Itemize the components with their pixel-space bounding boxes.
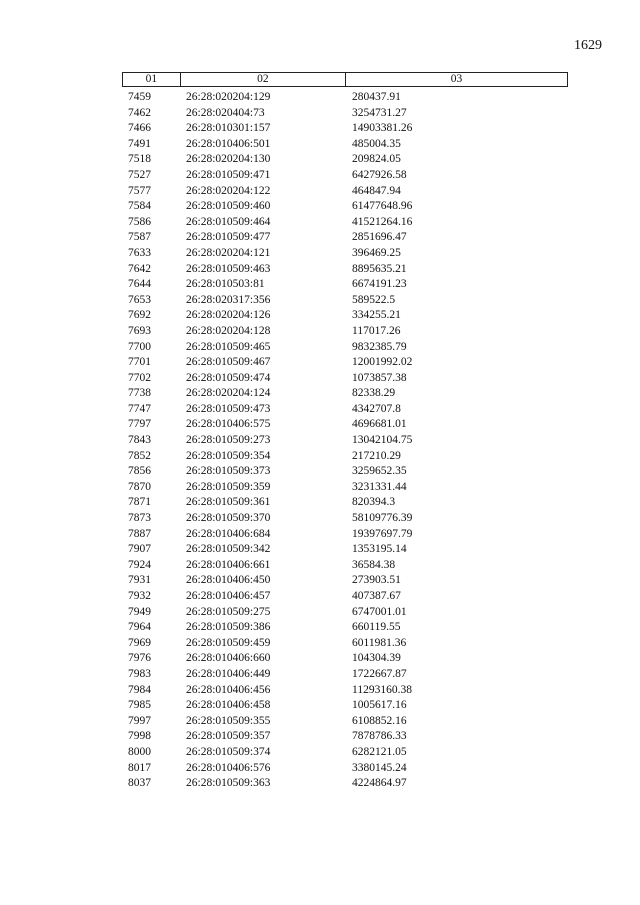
cell-cadastral-number: 26:28:010509:355: [186, 714, 271, 727]
header-col-01: 01: [123, 73, 181, 86]
table-row: [122, 371, 568, 387]
cell-cadastral-number: 26:28:010406:660: [186, 652, 271, 665]
cell-cadastral-number: 26:28:010509:459: [186, 636, 271, 649]
cell-id: 7924: [128, 558, 151, 571]
table-row: [122, 745, 568, 761]
cell-cadastral-number: 26:28:010301:157: [186, 122, 271, 135]
cell-cadastral-number: 26:28:010509:273: [186, 434, 271, 447]
table-row: [122, 355, 568, 371]
cell-id: 7701: [128, 356, 151, 369]
cell-id: 7747: [128, 402, 151, 415]
cell-cadastral-number: 26:28:010406:661: [186, 558, 271, 571]
table-row: [122, 761, 568, 777]
cell-id: 7964: [128, 621, 151, 634]
cell-value: 61477648.96: [352, 200, 413, 213]
cell-cadastral-number: 26:28:010406:684: [186, 527, 271, 540]
cell-id: 7983: [128, 667, 151, 680]
cell-value: 12001992.02: [352, 356, 413, 369]
cell-cadastral-number: 26:28:010509:354: [186, 449, 271, 462]
cell-id: 7870: [128, 480, 151, 493]
table-row: [122, 464, 568, 480]
cell-value: 280437.91: [352, 91, 401, 103]
cell-id: 7653: [128, 293, 151, 306]
table-row: [122, 90, 568, 106]
table-row: [122, 137, 568, 153]
cell-id: 7985: [128, 699, 151, 712]
table-row: [122, 480, 568, 496]
cell-value: 3259652.35: [352, 465, 407, 478]
table-row: [122, 542, 568, 558]
table-row: [122, 277, 568, 293]
cell-value: 4342707.8: [352, 402, 401, 415]
table-row: [122, 698, 568, 714]
cell-cadastral-number: 26:28:020204:124: [186, 387, 271, 400]
cell-cadastral-number: 26:28:010509:471: [186, 168, 271, 181]
table-row: [122, 246, 568, 262]
header-col-02: 02: [181, 73, 346, 86]
cell-id: 7887: [128, 527, 151, 540]
table-row: [122, 683, 568, 699]
cell-id: 7692: [128, 309, 151, 322]
cell-value: 3231331.44: [352, 480, 407, 493]
cell-value: 1005617.16: [352, 699, 407, 712]
cell-value: 1353195.14: [352, 543, 407, 556]
cell-id: 7843: [128, 434, 151, 447]
cell-cadastral-number: 26:28:010406:575: [186, 418, 271, 431]
cell-value: 6674191.23: [352, 278, 407, 291]
cell-value: 6011981.36: [352, 636, 407, 649]
cell-cadastral-number: 26:28:010509:357: [186, 730, 271, 743]
cell-value: 464847.94: [352, 184, 401, 197]
cell-id: 7633: [128, 246, 151, 259]
table-row: [122, 449, 568, 465]
cell-cadastral-number: 26:28:020204:128: [186, 324, 271, 337]
header-col-03: 03: [450, 73, 463, 85]
table-row: [122, 558, 568, 574]
table-header: [122, 72, 568, 87]
table-row: [122, 573, 568, 589]
table-row: [122, 386, 568, 402]
cell-value: 11293160.38: [352, 683, 412, 696]
cell-value: 104304.39: [352, 652, 401, 665]
cell-cadastral-number: 26:28:010509:473: [186, 402, 271, 415]
cell-cadastral-number: 26:28:010509:386: [186, 621, 271, 634]
cell-value: 14903381.26: [352, 122, 413, 135]
cell-cadastral-number: 26:28:010509:465: [186, 340, 271, 353]
cell-value: 6747001.01: [352, 605, 407, 618]
cell-id: 7738: [128, 387, 151, 400]
cell-value: 58109776.39: [352, 512, 413, 525]
cell-cadastral-number: 26:28:010509:474: [186, 371, 271, 384]
cell-id: 7462: [128, 106, 151, 119]
cell-id: 8000: [128, 745, 151, 758]
cell-value: 3254731.27: [352, 106, 407, 119]
cell-value: 273903.51: [352, 574, 401, 587]
table-row: [122, 636, 568, 652]
cell-value: 1073857.38: [352, 371, 407, 384]
table-row: [122, 495, 568, 511]
table-row: [122, 262, 568, 278]
cell-id: 7693: [128, 324, 151, 337]
table-row: [122, 776, 568, 792]
cell-id: 7976: [128, 652, 151, 665]
table-row: [122, 527, 568, 543]
table-row: [122, 417, 568, 433]
cell-id: 7871: [128, 496, 151, 509]
table-row: [122, 184, 568, 200]
cell-cadastral-number: 26:28:010406:501: [186, 137, 271, 150]
cell-value: 19397697.79: [352, 527, 413, 540]
cell-cadastral-number: 26:28:010509:275: [186, 605, 271, 618]
cell-cadastral-number: 26:28:010509:464: [186, 215, 271, 228]
cell-value: 82338.29: [352, 387, 396, 400]
table-row: [122, 106, 568, 122]
cell-value: 1722667.87: [352, 667, 407, 680]
table-row: [122, 714, 568, 730]
cell-value: 6427926.58: [352, 168, 407, 181]
table-row: [122, 199, 568, 215]
cell-value: 8895635.21: [352, 262, 407, 275]
cell-cadastral-number: 26:28:010509:363: [186, 777, 271, 790]
cell-value: 6282121.05: [352, 745, 407, 758]
table-row: [122, 402, 568, 418]
cell-value: 6108852.16: [352, 714, 407, 727]
cell-cadastral-number: 26:28:010406:576: [186, 761, 271, 774]
cell-id: 8037: [128, 777, 151, 790]
cell-value: 4696681.01: [352, 418, 407, 431]
cell-value: 3380145.24: [352, 761, 407, 774]
cell-id: 7998: [128, 730, 151, 743]
cell-cadastral-number: 26:28:010509:370: [186, 512, 271, 525]
table-row: [122, 293, 568, 309]
table-row: [122, 589, 568, 605]
cell-id: 7518: [128, 153, 151, 166]
cell-cadastral-number: 26:28:020204:121: [186, 246, 271, 259]
cell-cadastral-number: 26:28:020204:129: [186, 91, 271, 103]
table-body: [122, 90, 568, 792]
cell-cadastral-number: 26:28:010509:359: [186, 480, 271, 493]
cell-id: 7969: [128, 636, 151, 649]
cell-cadastral-number: 26:28:020404:73: [186, 106, 265, 119]
cell-id: 7856: [128, 465, 151, 478]
cell-cadastral-number: 26:28:010503:81: [186, 278, 265, 291]
cell-cadastral-number: 26:28:010509:460: [186, 200, 271, 213]
cell-value: 36584.38: [352, 558, 396, 571]
table-row: [122, 324, 568, 340]
cell-value: 485004.35: [352, 137, 401, 150]
page-number: 1629: [574, 38, 602, 53]
table-row: [122, 230, 568, 246]
cell-id: 8017: [128, 761, 151, 774]
cell-cadastral-number: 26:28:010406:456: [186, 683, 271, 696]
cell-value: 7878786.33: [352, 730, 407, 743]
table-row: [122, 340, 568, 356]
table-row: [122, 433, 568, 449]
cell-id: 7852: [128, 449, 151, 462]
cell-id: 7932: [128, 590, 151, 602]
cell-cadastral-number: 26:28:010509:467: [186, 356, 271, 369]
table-row: [122, 605, 568, 621]
cell-value: 209824.05: [352, 153, 401, 166]
cell-id: 7587: [128, 231, 151, 244]
cell-cadastral-number: 26:28:010509:374: [186, 745, 271, 758]
cell-id: 7984: [128, 683, 151, 696]
cell-cadastral-number: 26:28:010509:361: [186, 496, 271, 509]
table-row: [122, 511, 568, 527]
table-row: [122, 215, 568, 231]
cell-id: 7797: [128, 418, 151, 431]
table-row: [122, 308, 568, 324]
cell-value: 9832385.79: [352, 340, 407, 353]
table-row: [122, 168, 568, 184]
cell-cadastral-number: 26:28:020204:122: [186, 184, 271, 197]
cell-value: 396469.25: [352, 246, 401, 259]
table-row: [122, 121, 568, 137]
cell-id: 7700: [128, 340, 151, 353]
cell-id: 7642: [128, 262, 151, 275]
cell-cadastral-number: 26:28:010406:449: [186, 667, 271, 680]
cell-id: 7577: [128, 184, 151, 197]
cell-cadastral-number: 26:28:010509:342: [186, 543, 271, 556]
cell-cadastral-number: 26:28:010509:463: [186, 262, 271, 275]
cell-value: 13042104.75: [352, 434, 413, 447]
cell-cadastral-number: 26:28:010509:477: [186, 231, 271, 244]
cell-id: 7527: [128, 168, 151, 181]
cell-id: 7873: [128, 512, 151, 525]
cell-value: 117017.26: [352, 324, 401, 337]
table-row: [122, 620, 568, 636]
cell-cadastral-number: 26:28:020317:356: [186, 293, 271, 306]
cell-cadastral-number: 26:28:010509:373: [186, 465, 271, 478]
table-row: [122, 667, 568, 683]
cell-id: 7586: [128, 215, 151, 228]
cell-id: 7997: [128, 714, 151, 727]
cell-value: 660119.55: [352, 621, 401, 634]
cell-id: 7949: [128, 605, 151, 618]
cell-cadastral-number: 26:28:020204:130: [186, 153, 271, 166]
table-row: [122, 729, 568, 745]
table-row: [122, 651, 568, 667]
cell-cadastral-number: 26:28:010406:457: [186, 590, 271, 602]
cell-id: 7931: [128, 574, 151, 587]
cell-id: 7466: [128, 122, 151, 135]
cell-value: 4224864.97: [352, 777, 407, 790]
cell-id: 7644: [128, 278, 151, 291]
data-table: [122, 72, 568, 792]
cell-cadastral-number: 26:28:020204:126: [186, 309, 271, 322]
cell-cadastral-number: 26:28:010406:450: [186, 574, 271, 587]
cell-id: 7459: [128, 91, 151, 103]
cell-value: 407387.67: [352, 590, 401, 602]
table-row: [122, 152, 568, 168]
cell-id: 7584: [128, 200, 151, 213]
cell-value: 217210.29: [352, 449, 401, 462]
cell-value: 2851696.47: [352, 231, 407, 244]
cell-id: 7702: [128, 371, 151, 384]
cell-value: 820394.3: [352, 496, 396, 509]
cell-value: 41521264.16: [352, 215, 413, 228]
cell-value: 334255.21: [352, 309, 401, 322]
cell-id: 7907: [128, 543, 151, 556]
cell-id: 7491: [128, 137, 151, 150]
cell-cadastral-number: 26:28:010406:458: [186, 699, 271, 712]
cell-value: 589522.5: [352, 293, 396, 306]
